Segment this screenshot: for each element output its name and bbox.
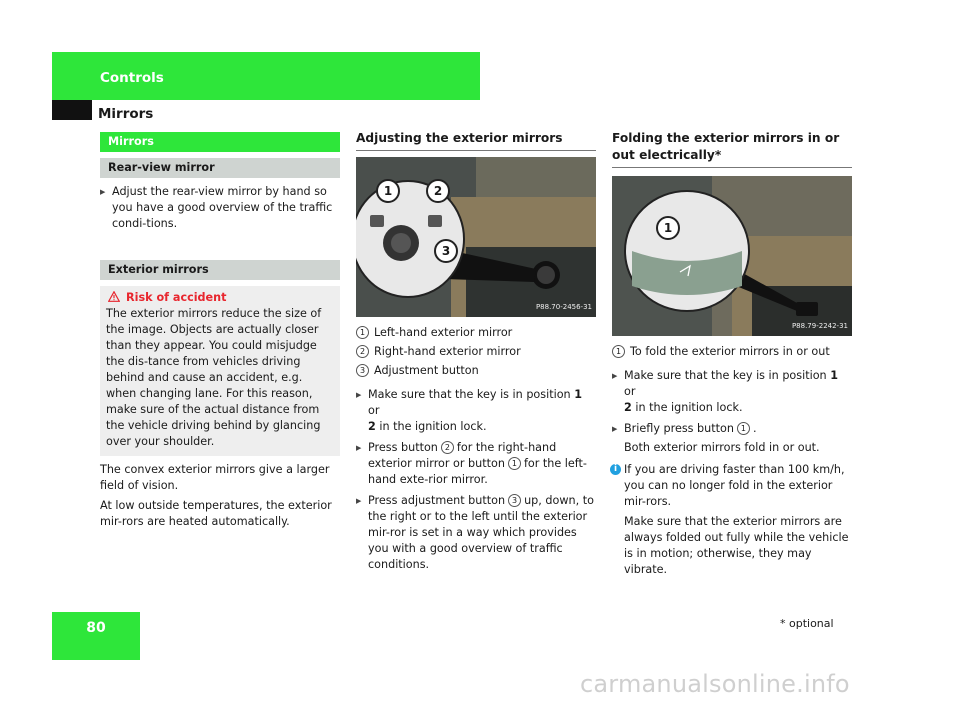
warning-text: The exterior mirrors reduce the size of the image. Objects are actually closer than they appear. You could misjudge the dis-tance from vehicles driving behind and cause an accident, e.g. when changing lane. For this reason, make sure of the actual distance from the vehicle driving behind by glancing over your shoulder. (106, 307, 322, 448)
fold-result-text: Both exterior mirrors fold in or out. (624, 441, 820, 454)
rearview-instruction: ▶ Adjust the rear-view mirror by hand so you have a good overview of the traffic condi-tions. (100, 184, 340, 232)
section-heading-mirrors: Mirrors (100, 132, 340, 152)
callout-2: 2 (426, 179, 450, 203)
warning-title-row (106, 290, 332, 306)
column-1 (100, 132, 340, 530)
legend-item: 1 Left-hand exterior mirror (356, 325, 596, 341)
column-2 (356, 130, 596, 573)
warning-box (100, 286, 340, 456)
image-code: P88.79-2242-31 (791, 322, 848, 330)
convex-mirrors-text: The convex exterior mirrors give a larger field of vision. (100, 463, 330, 492)
info-note: i If you are driving faster than 100 km/h, you can no longer fold in the exterior mir-rors. (612, 462, 852, 510)
watermark: carmanualsonline.info (580, 670, 850, 698)
heated-mirrors-text: At low outside temperatures, the exterior mir-rors are heated automatically. (100, 499, 332, 528)
column-3 (612, 130, 852, 578)
warning-title: Risk of accident (126, 291, 227, 304)
heading-adjusting-mirrors: Adjusting the exterior mirrors (356, 130, 596, 151)
legend-item: 1 To fold the exterior mirrors in or out (612, 344, 852, 360)
mirror-folding-photo (612, 176, 852, 336)
image-code: P88.70-2456-31 (535, 303, 592, 311)
subheading-exterior-mirrors: Exterior mirrors (100, 260, 340, 280)
info-note-2: Make sure that the exterior mirrors are always folded out fully while the vehicle is in motion; otherwise, they may vibrate. (624, 515, 849, 576)
step-press-adjust-button: ▶ Press adjustment button 3 up, down, to the right or to the left until the exterior mir-ror is set in a way which provides you with a good overview of traffic conditions. (356, 493, 596, 573)
callout-1: 1 (656, 216, 680, 240)
fold-button-illustration (612, 176, 852, 336)
page-tab-marker (52, 100, 92, 120)
callout-3: 3 (434, 239, 458, 263)
warning-triangle-icon (108, 291, 120, 302)
footnote-optional: * optional (780, 617, 834, 630)
step-key-position: ▶ Make sure that the key is in position 1 or 2 in the ignition lock. (356, 387, 596, 435)
page-number: 80 (86, 620, 106, 636)
legend-item: 2 Right-hand exterior mirror (356, 344, 596, 360)
header-subsection-title: Mirrors (98, 106, 154, 122)
step-press-mirror-button: ▶ Press button 2 for the right-hand exterior mirror or button 1 for the left-hand exte-rior mirror. (356, 440, 596, 488)
header-section-title: Controls (100, 70, 164, 86)
legend-item: 3 Adjustment button (356, 363, 596, 379)
step-press-fold-button: ▶ Briefly press button 1 . (612, 421, 852, 437)
subheading-rearview-mirror: Rear-view mirror (100, 158, 340, 178)
callout-1: 1 (376, 179, 400, 203)
info-icon: i (610, 464, 621, 475)
mirror-adjustment-photo (356, 157, 596, 317)
heading-folding-mirrors: Folding the exterior mirrors in or out electrically* (612, 130, 852, 168)
step-key-position: ▶ Make sure that the key is in position 1 or 2 in the ignition lock. (612, 368, 852, 416)
